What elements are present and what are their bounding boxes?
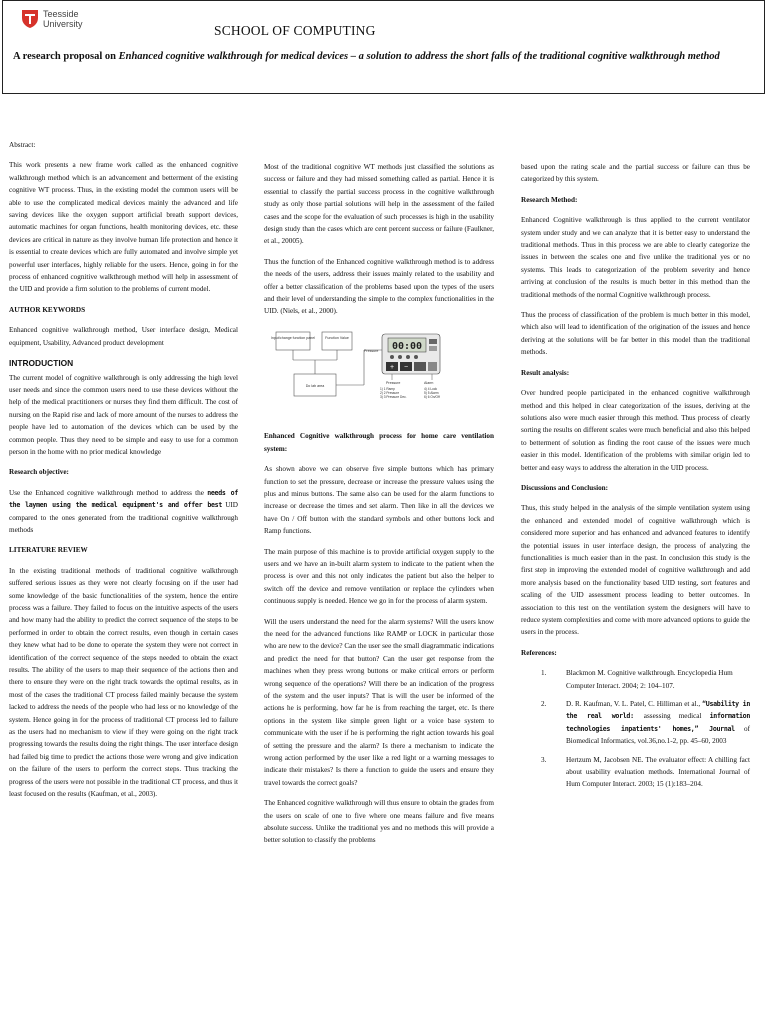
result-text: Over hundred people participated in the enhanced cognitive walkthrough method and this helped in clear categorization of the issues, deriving at the solutions also were much easier through this method. Thus process of clearly sorting the results on different scales were much beneficial and also this helped to betterment of solution as finding the root cause of the issues were much easier in this model. Identification of the problems with similar origin led to better and easy ways to address the alteration in the UID process.: [521, 389, 750, 472]
col2-p1: Most of the traditional cognitive WT methods just classified the solutions as success or failure and they had missed something called as partial. Hence it is essential to classify the partial success process in the cognitive walkthrough study as only those partial solutions will help in the assessment of the failed cases and the scope for the evaluation of such processes is high in the usability design study than the cases which are cent percent success or failure (Faulkner, et al., 20005).: [264, 163, 494, 246]
reference-text-mono: “Usability in the real world:: [566, 700, 750, 721]
figure-alarm-icon: [406, 355, 410, 359]
objective-text-mono: needs of the laymen using the medical equipment's and offer best: [9, 488, 239, 510]
col2-p3: As shown above we can observe five simple buttons which has primary function to set the pressure, decrease or increase the pressure values using the plus and minus buttons. The same also can be used for the alarm functions to increase or decrease the times and set alarm. Then like in all the devices we have On / Off button with the standard symbols and other buttons lock and Ramp functions.: [264, 465, 494, 536]
column-1: [9, 139, 238, 809]
reference-item: [521, 698, 750, 748]
method-heading: Research Method:: [521, 195, 578, 204]
method-p1: Enhanced Cognitive walkthrough is thus applied to the current ventilator system under study and we can analyze that it is better easy to understand the traditional methods. Thus in this process we are able to clearly categorize the issues in between the scales one and five unlike the traditional yes or no systems. This leads to categorization of the problem severity and hence arriving at conclusion of the results is much better in this method than the traditional methods of the normal Cognitive walkthrough process.: [521, 216, 750, 299]
lit-text: In the existing traditional methods of traditional cognitive walkthrough suffered serious issues as they were not clearly focusing on if the user had some knowledge of the basic functionalities of the system, hence the entire process was a failure. They failed to focus on the intuitive aspects of the users and how many had the ability to predict the correct sequence of the steps to be performed in order to obtain the correct results, even though in certain cases they knew what had to be done to operate the system they were not correct in identification of the correct sequence of the steps needed to obtain the exact results. The ability of the users to map their sequence of the actions then and there to ensure they were on the right track towards the optimal results, as in most of the cases the traditional CT process failed mainly because the system lacked to address the needs of the people who had less or no knowledge of the system. Hence going in for the process of traditional CT process led to failure as the users had no mechanism to view if they were going on the right track progressing towards the results doing the right things. The user interface design had failed big time to predict the actions those were wrong and give indication on the failure of the users to perform the correct steps. Thus tracking the progress of the users were not possible in the traditional CT process, and thus it least focused on the results (Kaufman, et al., 2003).: [9, 566, 238, 799]
col2-p6: The Enhanced cognitive walkthrough will thus ensure to obtain the grades from the users on scale of one to five where one means failure and five means absolute success. Unlike the traditional yes and no methods this will provide a better solution to classify the problems: [264, 799, 494, 845]
objective-heading: Research objective:: [9, 468, 69, 477]
proposal-title: [13, 51, 720, 62]
figure-box-lab-label: Do lab area: [305, 383, 325, 388]
objective-text-b: UID compared to the ones generated from the traditional cognitive walkthrough methods: [9, 501, 239, 534]
svg-text:+: +: [389, 363, 395, 371]
reference-text: Blackmon M. Cognitive walkthrough. Encyclopedia Hum Computer Interact. 2004; 2: 104–107.: [566, 669, 733, 690]
svg-text:−: −: [403, 363, 409, 371]
discussion-heading: Discussions and Conclusion:: [521, 483, 609, 492]
intro-text: The current model of cognitive walkthrough is only addressing the high level user needs and since the common users need to use these devices without the help of the medical practitioners or nurses they find them difficult. The cost of nursing on the Rapid rise and lack of more amount of the nurses to address the people have led to automation of the devices which can be used by the common people. Thus they need to be simple and easy to use for a common person in the home with no prior medical knowledge: [9, 373, 238, 456]
figure-box-function: [322, 332, 352, 350]
lit-heading: LITERATURE REVIEW: [9, 546, 88, 555]
ventilator-figure: [264, 330, 494, 416]
col2-p5: Will the users understand the need for the alarm systems? Will the users know the need for the advanced functions like RAMP or LOCK in particular those who are new to the device? Can the user see the small diagrammatic indications and predict the need for that button? Can the user get response from the machines when they press wrong buttons or make critical errors or perform wrong sequence of the operations? Will there be an indication of the progress of the system and the user inputs? That is will the user be informed of the actions he is performing, how far he is from reaching the target, etc. Is there options in the system like simple green light or a voice base system to communicate with the user if he is performing the right action towards his goal of setting the pressure and the alarm? Is there a mechanism to indicate the wrong action performed by the user like a red light or a warning messages to indicate their mistakes? Is there a function to guide the users and ensure they travel towards the correct goals?: [264, 617, 494, 787]
figure-legend-right-2: 5) 5 Alarm: [424, 390, 439, 395]
keywords-text: Enhanced cognitive walkthrough method, User interface design, Medical equipment, Usability, Advanced product development: [9, 326, 238, 347]
figure-legend-left-2: 2) 2 Pressure: [380, 390, 400, 395]
logo-line-2: University: [43, 19, 83, 29]
intro-heading: INTRODUCTION: [9, 358, 74, 369]
school-title: SCHOOL OF COMPUTING: [214, 23, 376, 38]
figure-legend-right-3: 6) 6 On/Off: [424, 394, 440, 399]
method-p2: Thus the process of classification of the problem is much better in this model, which also will lead to identification of the origination of the issues and hence deriving at the solutions will be far better in this model than the traditional methods.: [521, 311, 750, 357]
logo-line-1: Teesside: [43, 9, 79, 19]
reference-number: 1.: [541, 669, 547, 678]
figure-box-input: [276, 332, 310, 350]
figure-bottom-right-label: Alarm: [424, 380, 434, 385]
reference-text-mono2: information technologies inpatients' homes,” Journal: [566, 712, 750, 733]
keywords-heading: AUTHOR KEYWORDS: [9, 305, 86, 314]
figure-box-input-label: Input/change function panel: [270, 335, 316, 340]
figure-legend-left-1: 1) 1 Ramp: [380, 386, 395, 391]
reference-text-b: assessing medical: [643, 712, 710, 721]
objective-text: [9, 487, 238, 537]
figure-caption: Enhanced Cognitive walkthrough process for home care ventilation system:: [264, 432, 494, 453]
figure-legend-left-3: 3) 3 Pressure Dec.: [380, 394, 407, 399]
university-logo: [21, 7, 101, 33]
proposal-prefix: A research proposal on: [13, 51, 119, 62]
figure-indicator2-icon: [429, 346, 437, 351]
header-box: [2, 0, 765, 94]
figure-legend-right-1: 4) 4 Lock: [424, 386, 438, 391]
figure-display-value: 00:00: [391, 340, 423, 352]
abstract-label: Abstract:: [9, 141, 36, 149]
reference-text-a: D. R. Kaufman, V. L. Patel, C. Hilliman et al.,: [566, 700, 703, 709]
reference-text-c: of Biomedical Informatics, vol.36,no.1-2, pp. 45–60, 2003: [566, 724, 750, 746]
reference-item: [521, 667, 750, 692]
discussion-text: Thus, this study helped in the analysis of the simple ventilation system using the enhanced and extended model of cognitive walkthrough which is considered more superior and has enhanced and advanced features to identify the potential issues in user interface design, the process of analyzing the functionalities is much easier than in the past. In conclusion this study is the first step in improving the extended model of cognitive walkthrough and add more analysis based on the functionality based UID testing, sort features and scaling of the UID assessment process leading to better outcomes. In association to this test on the ventilation system the designers will have to reduce system complexities and come with more advanced options to guide the users in the process.: [521, 504, 750, 637]
column-3: [521, 161, 750, 797]
figure-ramp-icon: [390, 355, 394, 359]
figure-indicator-icon: [429, 339, 437, 344]
col2-p2: Thus the function of the Enhanced cognitive walkthrough method is to address the needs of the users, address their issues mainly related to the usability and offer a better classification of the problems based upon the types of the users and their level of understanding the simple to the complex functionalities in the UID. (Niels, et al., 2000).: [264, 257, 494, 316]
reference-number: 2.: [541, 700, 547, 709]
figure-box-function-label: Function Value: [325, 335, 349, 340]
figure-bottom-left-label: Pressure: [386, 380, 401, 385]
proposal-topic: Enhanced cognitive walkthrough for medical devices – a solution to address the short falls of the traditional cognitive walkthrough method: [118, 51, 720, 62]
figure-set-button-icon: [414, 362, 426, 371]
figure-power-icon: [414, 355, 418, 359]
figure-legend-right: [424, 387, 440, 399]
col2-p4: The main purpose of this machine is to provide artificial oxygen supply to the users and we have an in-built alarm system to indicate to the patient when the process is over and this not only indicates the patient but also the helper to switch off the device and remove ventilation or replace the cylinders when continuous supply is needed. Hence we go in for the process of alarm system.: [264, 547, 494, 606]
figure-display-side-label: Pressure: [364, 348, 379, 353]
figure-lock-icon: [398, 355, 402, 359]
reference-item: [521, 754, 750, 791]
references-list: [521, 667, 750, 791]
objective-text-a: Use the Enhanced cognitive walkthrough method to address the: [9, 488, 208, 497]
abstract-text: This work presents a new frame work called as the enhanced cognitive walkthrough method which is an advancement and betterment of the existing cognitive WT process. Thus, in the existing model the common users will be able to use the complicated medical devices mainly the advanced and life saving devices like the oxygen support artificial breath support devices, automatic machines for organ functions, health monitoring devices, etc. these devices are critical in nature as they involve human life protection and hence it is essential to create devices which are fully automated and involve simple yet powerful user interfaces, highly reliable for the users. Hence, going in for the process of enhanced cognitive walkthrough method will help in assessment of the UID and provide a firm solution to the problems of current model.: [9, 161, 238, 294]
col3-p1: based upon the rating scale and the partial success or failure can thus be categorized by this system.: [521, 163, 750, 184]
figure-legend-left: [380, 387, 407, 399]
university-logo-icon: [21, 9, 39, 29]
figure-onoff-button-icon: [428, 362, 437, 371]
reference-text: Hertzum M, Jacobsen NE. The evaluator effect: A chilling fact about usability evaluation methods. International Journal of Hum Computer Interact. 2003; 15 (1):183–204.: [566, 755, 750, 789]
column-2: [264, 161, 494, 855]
reference-number: 3.: [541, 755, 547, 764]
result-heading: Result analysis:: [521, 368, 570, 377]
references-heading: References:: [521, 648, 557, 657]
